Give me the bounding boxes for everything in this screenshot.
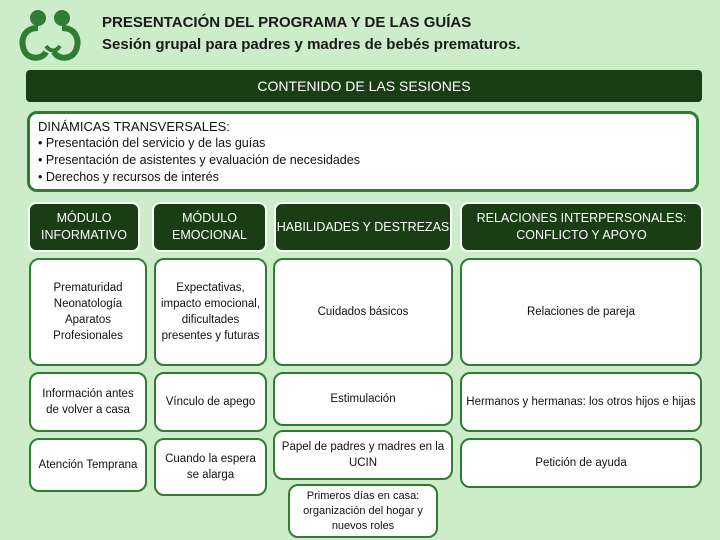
- module-item: Relaciones de pareja: [460, 258, 702, 366]
- module-item: Petición de ayuda: [460, 438, 702, 488]
- column-header-emocional: MÓDULO EMOCIONAL: [152, 202, 267, 252]
- page-subtitle: Sesión grupal para padres y madres de bebés prematuros.: [102, 36, 521, 53]
- module-item: Prematuridad Neonatología Aparatos Profesionales: [29, 258, 147, 366]
- transversal-item: • Derechos y recursos de interés: [38, 169, 688, 186]
- module-item: Vínculo de apego: [154, 372, 267, 432]
- family-logo-icon: [16, 6, 84, 62]
- module-item: Estimulación: [273, 372, 453, 426]
- module-item: Expectativas, impacto emocional, dificultades presentes y futuras: [154, 258, 267, 366]
- module-item: Atención Temprana: [29, 438, 147, 492]
- column-header-habilidades: HABILIDADES Y DESTREZAS: [274, 202, 452, 252]
- transversal-box: [27, 111, 699, 192]
- column-header-informativo: MÓDULO INFORMATIVO: [28, 202, 140, 252]
- module-item: Información antes de volver a casa: [29, 372, 147, 432]
- transversal-heading: DINÁMICAS TRANSVERSALES:: [38, 119, 230, 134]
- page-title: PRESENTACIÓN DEL PROGRAMA Y DE LAS GUÍAS: [102, 14, 472, 31]
- module-item: Cuidados básicos: [273, 258, 453, 366]
- transversal-item: • Presentación de asistentes y evaluación de necesidades: [38, 152, 688, 169]
- column-header-relaciones: RELACIONES INTERPERSONALES: CONFLICTO Y APOYO: [460, 202, 703, 252]
- module-item: Hermanos y hermanas: los otros hijos e hijas: [460, 372, 702, 432]
- module-item: Cuando la espera se alarga: [154, 438, 267, 496]
- transversal-item: • Presentación del servicio y de las guías: [38, 135, 688, 152]
- module-item: Papel de padres y madres en la UCIN: [273, 430, 453, 480]
- section-banner: CONTENIDO DE LAS SESIONES: [26, 70, 702, 102]
- module-item: Primeros días en casa: organización del hogar y nuevos roles: [288, 484, 438, 538]
